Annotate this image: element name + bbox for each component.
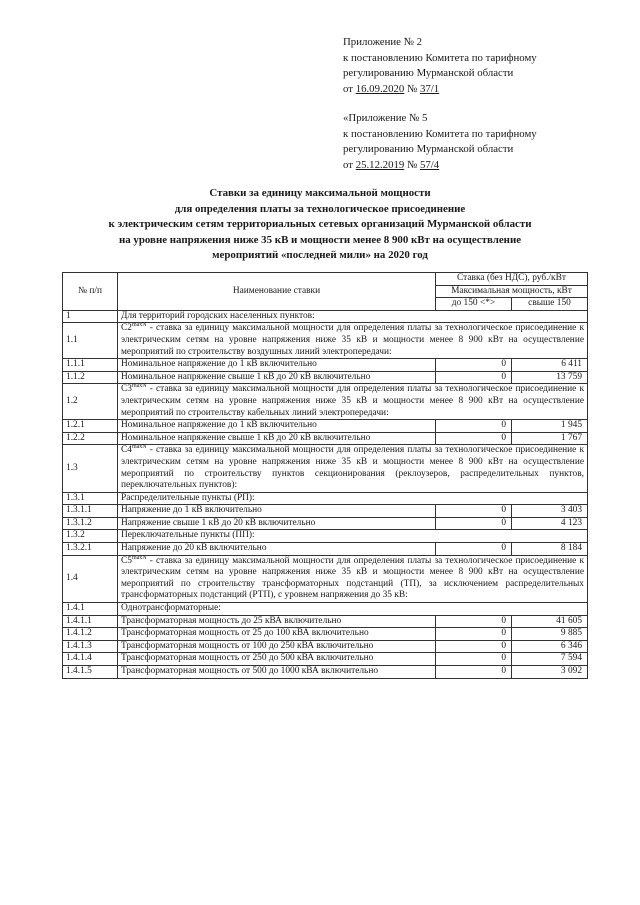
header-name: Наименование ставки: [118, 273, 436, 311]
row-name: Трансформаторная мощность от 250 до 500 кВА включительно: [118, 653, 436, 666]
row-name: Номинальное напряжение свыше 1 кВ до 20 кВ включительно: [118, 371, 436, 384]
rate-over-150: 8 184: [512, 543, 588, 556]
from-label: от: [343, 158, 353, 171]
rate-upto-150: 0: [436, 505, 512, 518]
rate-upto-150: 0: [436, 420, 512, 433]
rate-upto-150: 0: [436, 359, 512, 372]
row-name: [118, 323, 588, 359]
title-line: к электрическим сетям территориальных сетевых организаций Мурманской области: [108, 218, 532, 231]
rate-over-150: 1 767: [512, 432, 588, 445]
title-line: на уровне напряжения ниже 35 кВ и мощности менее 8 900 кВт на осуществление: [118, 233, 522, 246]
table-row: [63, 359, 588, 372]
table-row: [63, 615, 588, 628]
row-number: 1.3.2.1: [63, 543, 118, 556]
row-name: Трансформаторная мощность от 100 до 250 кВА включительно: [118, 640, 436, 653]
table-row: [63, 530, 588, 543]
table-row: [63, 517, 588, 530]
rate-over-150: 1 945: [512, 420, 588, 433]
row-number: 1.4.1.4: [63, 653, 118, 666]
rate-description: - ставка за единицу максимальной мощности для определения платы за технологическое присоединение к электрическим сетям на уровне напряжения ниже 35 кВ и мощности менее 8 900 кВт на осуществление мероприятий по строительству кабельных линий электропередачи:: [121, 384, 584, 418]
row-number: 1.1.1: [63, 359, 118, 372]
appendix-date-line: [343, 158, 537, 174]
table-row: [63, 603, 588, 616]
appendix-date-line: [343, 82, 537, 98]
table-row: [63, 432, 588, 445]
table-row: [63, 505, 588, 518]
row-number: 1.4.1.2: [63, 628, 118, 641]
row-name: Однотрансформаторные:: [118, 603, 588, 616]
title-line: для определения платы за технологическое присоединение: [174, 202, 466, 215]
rate-over-150: 6 411: [512, 359, 588, 372]
rate-upto-150: 0: [436, 666, 512, 679]
rate-symbol-superscript: maxN: [131, 383, 147, 390]
row-name: Трансформаторная мощность от 25 до 100 кВА включительно: [118, 628, 436, 641]
rate-over-150: 41 605: [512, 615, 588, 628]
row-number: 1.4.1.1: [63, 615, 118, 628]
document-title: [40, 186, 600, 264]
title-line: Ставки за единицу максимальной мощности: [209, 187, 431, 199]
header-num: № п/п: [63, 273, 118, 311]
header-rate: Ставка (без НДС), руб./кВт: [436, 273, 588, 286]
row-number: 1.3.1.2: [63, 517, 118, 530]
row-name: Напряжение свыше 1 кВ до 20 кВ включительно: [118, 517, 436, 530]
table-row: [63, 666, 588, 679]
rate-over-150: 4 123: [512, 517, 588, 530]
row-name: Номинальное напряжение свыше 1 кВ до 20 кВ включительно: [118, 432, 436, 445]
rate-over-150: 7 594: [512, 653, 588, 666]
header-power: Максимальная мощность, кВт: [436, 285, 588, 298]
appendix-line: регулированию Мурманской области: [343, 143, 514, 155]
row-name: [118, 555, 588, 602]
appendix-line: к постановлению Комитета по тарифному: [343, 51, 537, 64]
row-name: [118, 445, 588, 492]
table-row: [63, 310, 588, 323]
appendix-header-previous: [343, 111, 537, 173]
header-over: свыше 150: [512, 298, 588, 311]
table-row: [63, 640, 588, 653]
rate-upto-150: 0: [436, 640, 512, 653]
table-row: [63, 323, 588, 359]
rate-description: - ставка за единицу максимальной мощности для определения платы за технологическое присоединение к электрическим сетям на уровне напряжения ниже 35 кВ и мощности менее 8 900 кВт на осуществление мероприятий по строительству трансформаторных подстанций (ТП), за исключением распределительных трансформаторных подстанций (РТП), с уровнем напряжения до 35 кВ:: [121, 555, 584, 601]
row-number: 1.3: [63, 445, 118, 492]
table-row: [63, 445, 588, 492]
row-number: 1.3.2: [63, 530, 118, 543]
row-number: 1.3.1: [63, 492, 118, 505]
row-name: Для территорий городских населенных пунктов:: [118, 310, 588, 323]
rate-symbol-superscript: maxN: [131, 444, 147, 451]
rate-over-150: 9 885: [512, 628, 588, 641]
rate-upto-150: 0: [436, 432, 512, 445]
row-number: 1.3.1.1: [63, 505, 118, 518]
table-row: [63, 384, 588, 420]
table-row: [63, 420, 588, 433]
row-name: Номинальное напряжение до 1 кВ включительно: [118, 359, 436, 372]
title-line: мероприятий «последней мили» на 2020 год: [212, 249, 428, 262]
rate-symbol: C3: [121, 384, 132, 395]
table-row: [63, 555, 588, 602]
appendix-header-current: [343, 35, 537, 97]
number-label: №: [406, 158, 418, 171]
row-name: Напряжение до 20 кВ включительно: [118, 543, 436, 556]
row-number: 1.2.1: [63, 420, 118, 433]
rate-upto-150: 0: [436, 543, 512, 556]
row-number: 1.1: [63, 323, 118, 359]
table-row: [63, 371, 588, 384]
rate-upto-150: 0: [436, 517, 512, 530]
rate-upto-150: 0: [436, 371, 512, 384]
row-number: 1.4.1: [63, 603, 118, 616]
appendix-date: 25.12.2019: [355, 158, 405, 171]
row-number: 1.1.2: [63, 371, 118, 384]
table-header-row: [63, 273, 588, 286]
header-upto: до 150 <*>: [436, 298, 512, 311]
rate-description: - ставка за единицу максимальной мощности для определения платы за технологическое присоединение к электрическим сетям на уровне напряжения ниже 35 кВ и мощности менее 8 900 кВт на осуществление мероприятий по строительству воздушных линий электропередачи:: [121, 323, 584, 357]
row-name: Трансформаторная мощность до 25 кВА включительно: [118, 615, 436, 628]
rate-over-150: 3 092: [512, 666, 588, 679]
row-name: Номинальное напряжение до 1 кВ включительно: [118, 420, 436, 433]
row-name: [118, 384, 588, 420]
row-name: Трансформаторная мощность от 500 до 1000 кВА включительно: [118, 666, 436, 679]
rate-upto-150: 0: [436, 615, 512, 628]
appendix-line: Приложение № 2: [343, 36, 423, 48]
row-name: Переключательные пункты (ПП):: [118, 530, 588, 543]
rate-over-150: 6 346: [512, 640, 588, 653]
rate-over-150: 3 403: [512, 505, 588, 518]
table-row: [63, 653, 588, 666]
table-row: [63, 628, 588, 641]
rate-symbol-superscript: maxN: [131, 554, 147, 561]
row-number: 1.4.1.3: [63, 640, 118, 653]
rate-symbol: C4: [121, 445, 132, 456]
appendix-line: к постановлению Комитета по тарифному: [343, 127, 537, 140]
table-row: [63, 543, 588, 556]
number-label: №: [406, 82, 418, 95]
from-label: от: [343, 82, 353, 95]
appendix-line: регулированию Мурманской области: [343, 67, 514, 79]
row-number: 1.4: [63, 555, 118, 602]
row-name: Напряжение до 1 кВ включительно: [118, 505, 436, 518]
rate-over-150: 13 759: [512, 371, 588, 384]
row-number: 1.4.1.5: [63, 666, 118, 679]
rate-upto-150: 0: [436, 653, 512, 666]
row-number: 1: [63, 310, 118, 323]
rates-table: [62, 272, 588, 679]
rate-upto-150: 0: [436, 628, 512, 641]
rate-description: - ставка за единицу максимальной мощности для определения платы за технологическое присоединение к электрическим сетям на уровне напряжения ниже 35 кВ и мощности менее 8 900 кВт на осуществление мероприятий по строительству пунктов секционирования (реклоузеров, распределительных пунктов, переключательных пунктов):: [121, 445, 584, 491]
row-number: 1.2: [63, 384, 118, 420]
table-row: [63, 492, 588, 505]
appendix-number: 57/4: [420, 158, 440, 171]
row-name: Распределительные пункты (РП):: [118, 492, 588, 505]
appendix-line: «Приложение № 5: [343, 112, 428, 124]
row-number: 1.2.2: [63, 432, 118, 445]
rate-symbol-superscript: maxN: [131, 322, 147, 329]
appendix-number: 37/1: [420, 82, 440, 95]
rate-symbol: C2: [121, 323, 132, 334]
rate-symbol: C5: [121, 555, 132, 566]
appendix-date: 16.09.2020: [355, 82, 405, 95]
